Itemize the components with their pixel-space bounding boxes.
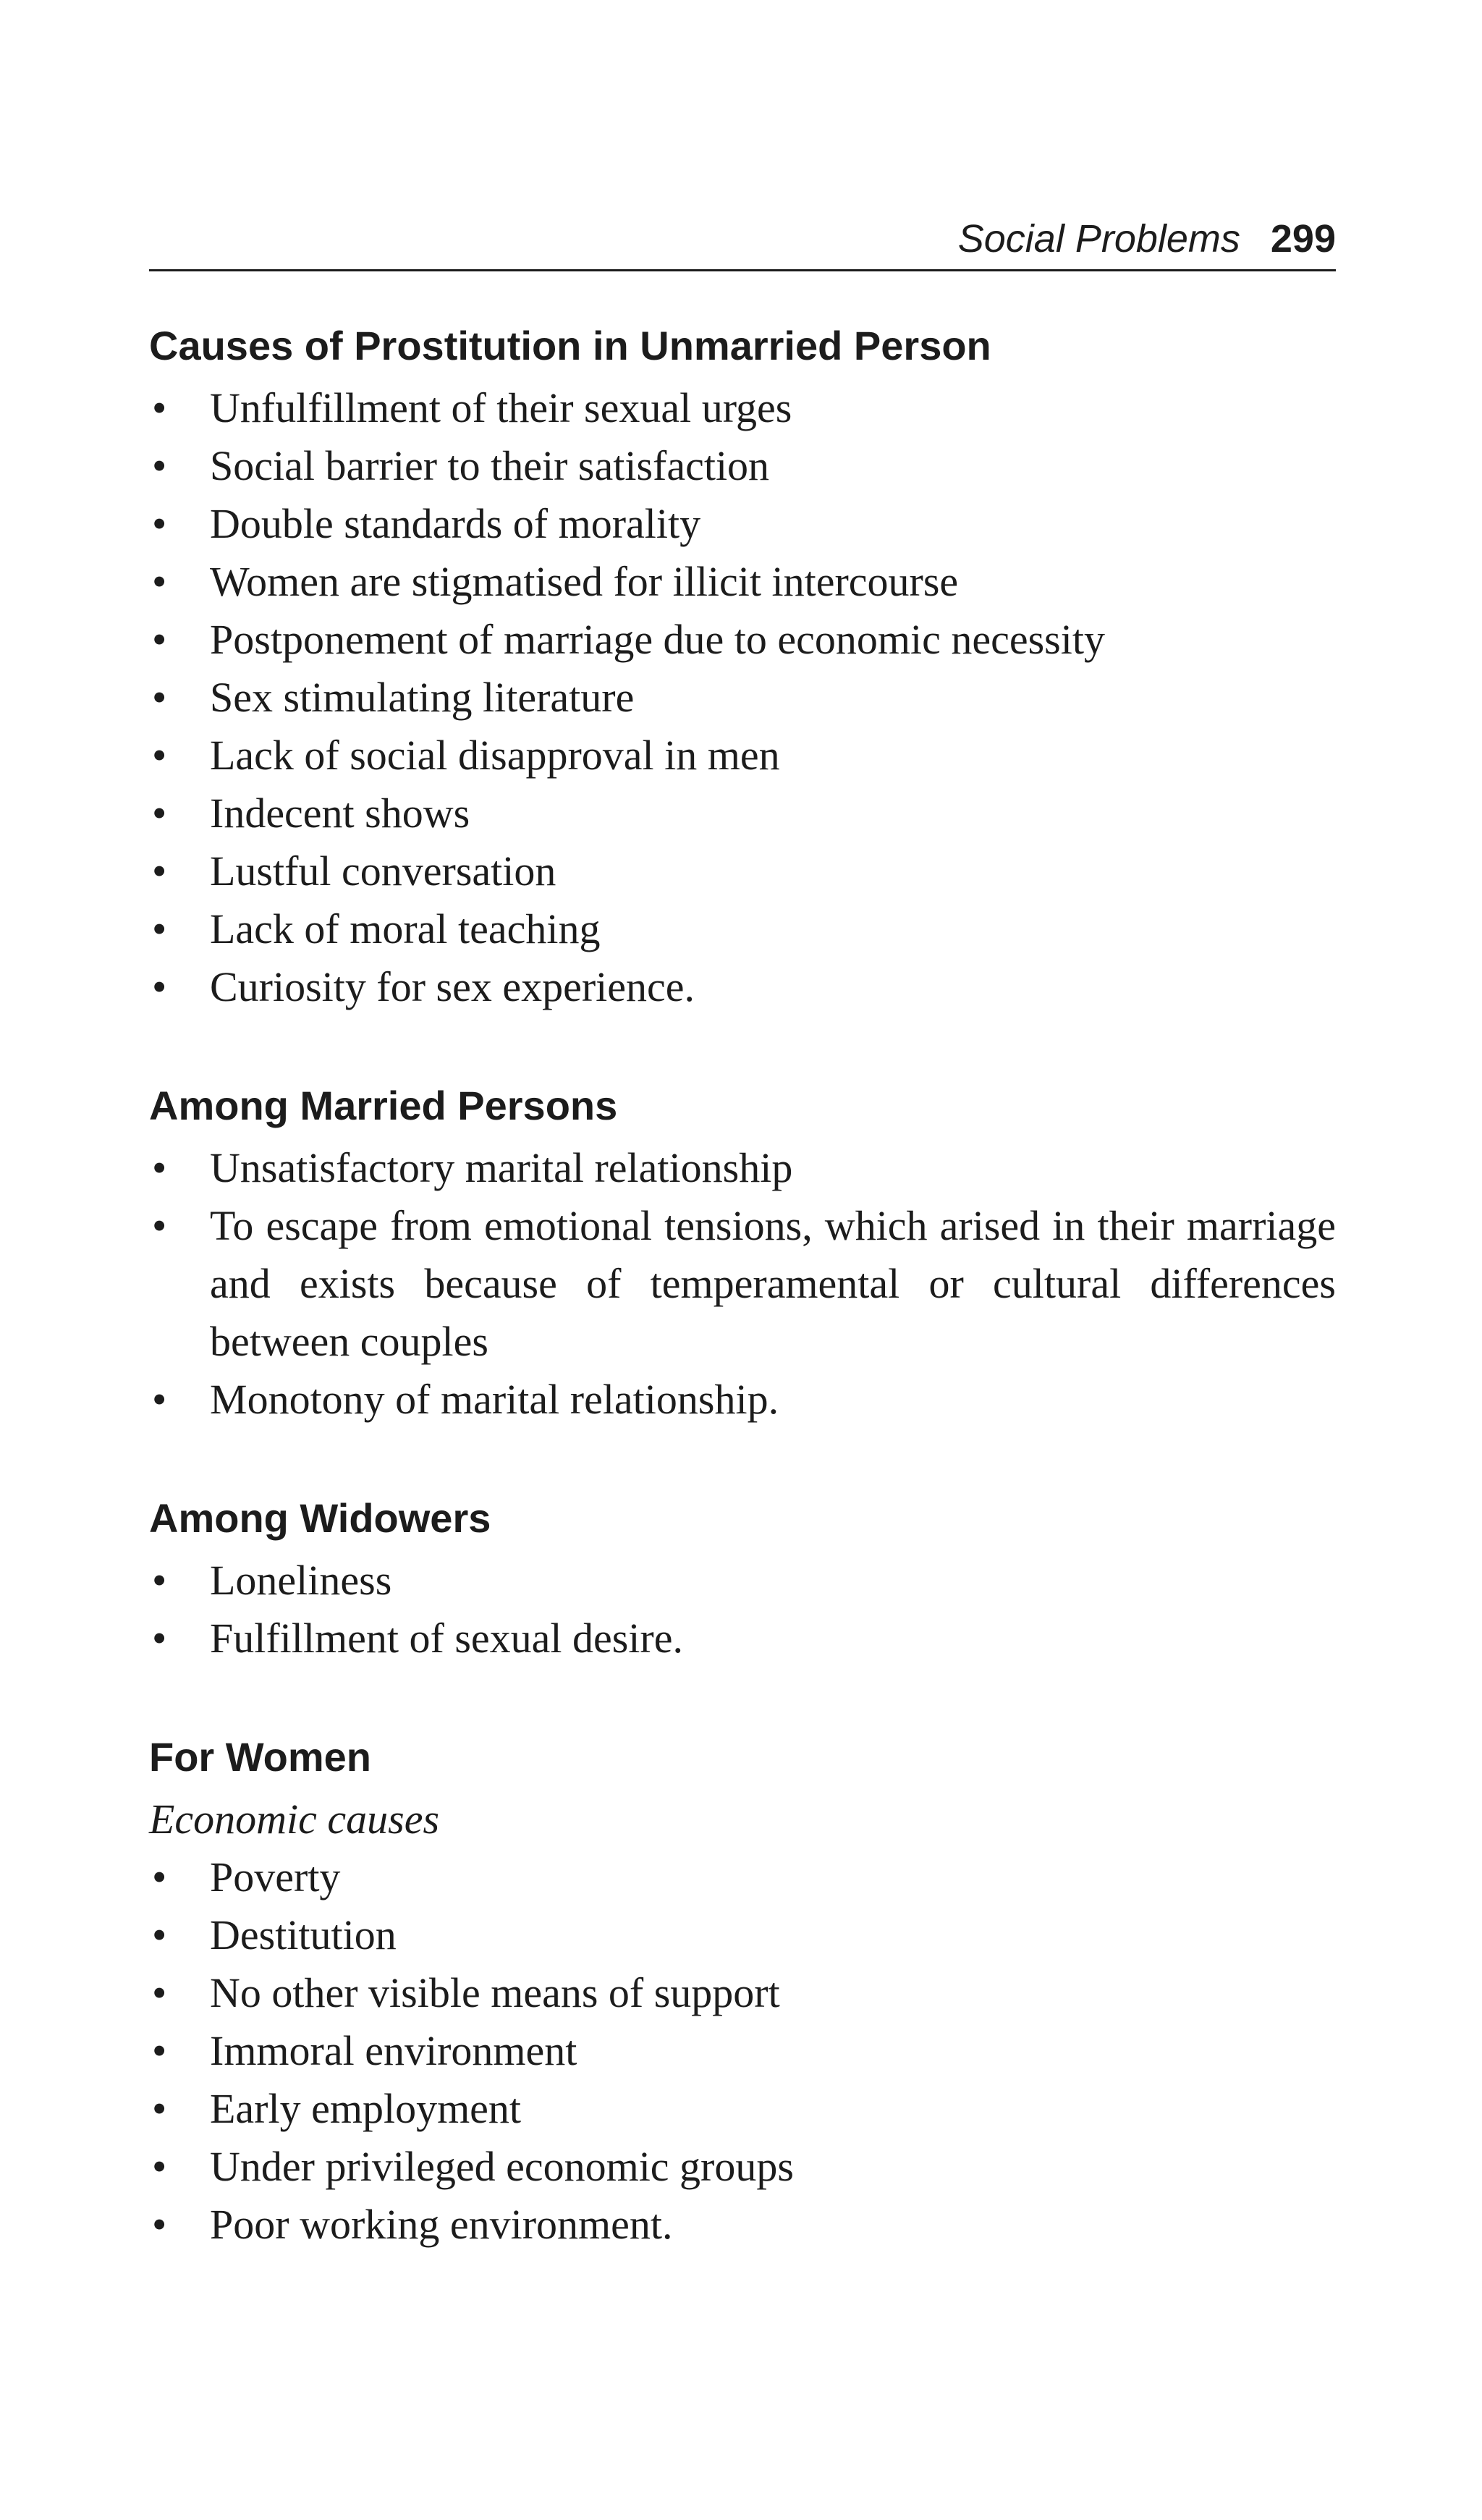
list-item: • Sex stimulating literature xyxy=(149,669,1336,727)
list-item: • Unfulfillment of their sexual urges xyxy=(149,379,1336,437)
page-number: 299 xyxy=(1270,217,1336,261)
list-item: • Monotony of marital relationship. xyxy=(149,1371,1336,1429)
list-item: • Fulfillment of sexual desire. xyxy=(149,1610,1336,1667)
section-subheading: Economic causes xyxy=(149,1796,440,1843)
list-item: • Unsatisfactory marital relationship xyxy=(149,1139,1336,1197)
list-item: • Lack of social disapproval in men xyxy=(149,727,1336,785)
bullet-list xyxy=(149,379,1336,1016)
list-item: • Lack of moral teaching xyxy=(149,900,1336,958)
list-item: • Curiosity for sex experience. xyxy=(149,958,1336,1016)
list-item: • To escape from emotional tensions, which arised in their marriage and exists because of temperamental or cultural differences between couples xyxy=(149,1197,1336,1371)
section-heading: For Women xyxy=(149,1734,371,1780)
bullet-list xyxy=(149,1552,1336,1667)
list-item: • Destitution xyxy=(149,1906,1336,1964)
list-item: • Under privileged economic groups xyxy=(149,2138,1336,2196)
list-item: • Double standards of morality xyxy=(149,495,1336,553)
section-women xyxy=(149,1728,1336,2254)
list-item: • Women are stigmatised for illicit intercourse xyxy=(149,553,1336,611)
bullet-list xyxy=(149,1139,1336,1429)
section-heading: Among Widowers xyxy=(149,1495,491,1541)
list-item: • Poverty xyxy=(149,1848,1336,1906)
list-item: • Poor working environment. xyxy=(149,2196,1336,2254)
section-widowers xyxy=(149,1489,1336,1667)
list-item: • Indecent shows xyxy=(149,785,1336,842)
running-title: Social Problems xyxy=(957,217,1240,261)
list-item: • Social barrier to their satisfaction xyxy=(149,437,1336,495)
section-heading: Among Married Persons xyxy=(149,1083,618,1128)
section-unmarried xyxy=(149,317,1336,1016)
page-body xyxy=(149,317,1336,2254)
section-married xyxy=(149,1077,1336,1429)
list-item: • No other visible means of support xyxy=(149,1964,1336,2022)
list-item: • Immoral environment xyxy=(149,2022,1336,2080)
header-rule xyxy=(149,269,1336,271)
bullet-list xyxy=(149,1848,1336,2254)
running-header xyxy=(958,213,1336,265)
list-item: • Lustful conversation xyxy=(149,842,1336,900)
section-heading: Causes of Prostitution in Unmarried Person xyxy=(149,323,991,368)
list-item: • Loneliness xyxy=(149,1552,1336,1610)
list-item: • Early employment xyxy=(149,2080,1336,2138)
list-item: • Postponement of marriage due to economic necessity xyxy=(149,611,1336,669)
